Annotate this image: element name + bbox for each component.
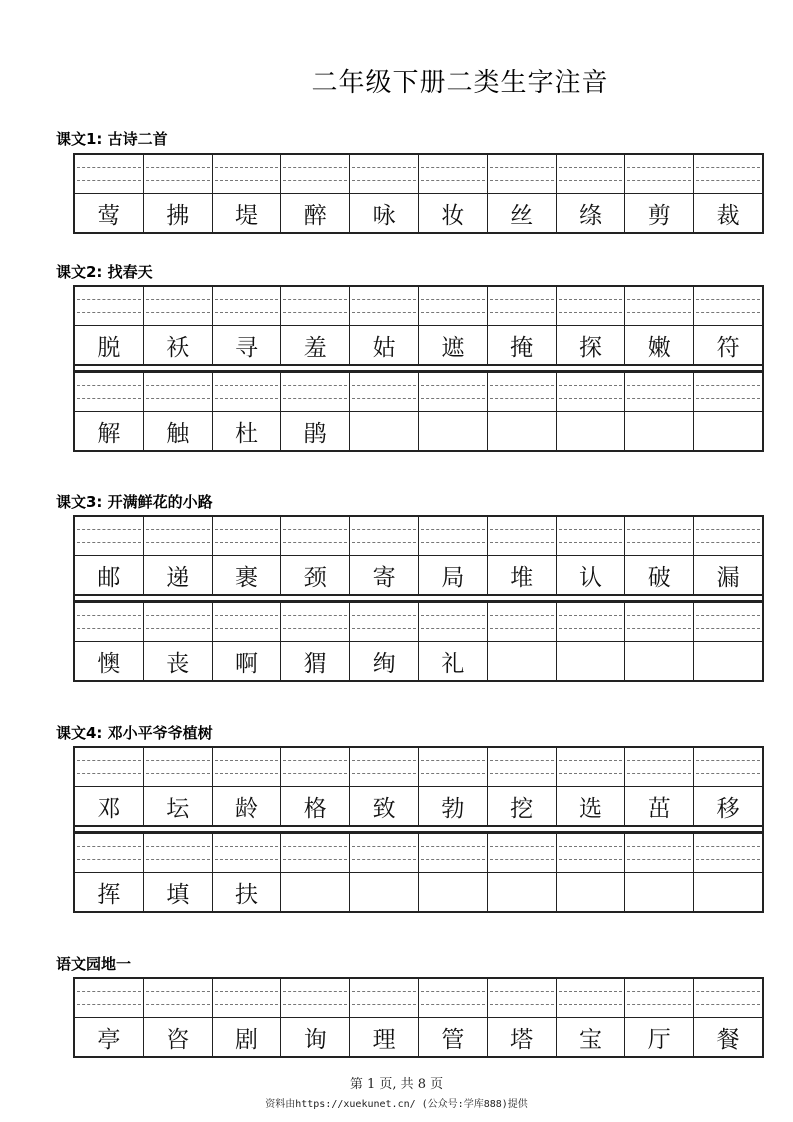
pinyin-writing-cell xyxy=(418,979,487,1017)
pinyin-writing-cell xyxy=(212,373,281,411)
hanzi-cell: 剧 xyxy=(212,1018,281,1056)
hanzi-cell: 勃 xyxy=(418,787,487,825)
hanzi-cell: 茁 xyxy=(624,787,693,825)
pinyin-writing-cell xyxy=(143,287,212,325)
pinyin-writing-cell xyxy=(349,517,418,555)
hanzi-row xyxy=(75,1018,762,1058)
pinyin-writing-cell xyxy=(556,834,625,872)
pinyin-writing-cell xyxy=(624,517,693,555)
pinyin-writing-cell xyxy=(143,603,212,641)
character-grid-3 xyxy=(73,515,764,682)
hanzi-cell: 莺 xyxy=(97,202,121,229)
hanzi-cell: 剪 xyxy=(624,194,693,232)
pinyin-writing-cell xyxy=(143,748,212,786)
hanzi-cell: 挖 xyxy=(487,787,556,825)
hanzi-cell: 裁 xyxy=(693,194,762,232)
pinyin-writing-cell xyxy=(212,517,281,555)
pinyin-writing-cell xyxy=(143,373,212,411)
character-row xyxy=(75,153,762,234)
pinyin-writing-cell xyxy=(693,155,762,193)
hanzi-cell: 遮 xyxy=(418,326,487,364)
hanzi-cell: 寄 xyxy=(349,556,418,594)
page-number: 第 1 页, 共 8 页 xyxy=(349,1077,444,1092)
pinyin-writing-cell xyxy=(212,834,281,872)
hanzi-cell: 亭 xyxy=(97,1026,121,1053)
pinyin-writing-cell xyxy=(212,287,281,325)
hanzi-row xyxy=(75,194,762,234)
pinyin-writing-cell xyxy=(280,603,349,641)
hanzi-cell: 绦 xyxy=(556,194,625,232)
hanzi-cell: 寻 xyxy=(212,326,281,364)
hanzi-cell: 递 xyxy=(143,556,212,594)
hanzi-cell: 漏 xyxy=(693,556,762,594)
pinyin-writing-cell xyxy=(280,834,349,872)
pinyin-row xyxy=(75,515,762,556)
hanzi-cell: 询 xyxy=(280,1018,349,1056)
pinyin-writing-cell xyxy=(418,155,487,193)
pinyin-writing-cell xyxy=(212,979,281,1017)
hanzi-row xyxy=(75,787,762,827)
pinyin-writing-cell xyxy=(349,287,418,325)
hanzi-cell: 触 xyxy=(143,412,212,450)
pinyin-writing-cell xyxy=(487,748,556,786)
hanzi-cell xyxy=(487,873,556,911)
hanzi-cell: 认 xyxy=(556,556,625,594)
hanzi-cell: 龄 xyxy=(212,787,281,825)
pinyin-writing-cell xyxy=(693,834,762,872)
hanzi-cell xyxy=(624,873,693,911)
character-row xyxy=(75,285,762,366)
pinyin-writing-cell xyxy=(143,979,212,1017)
pinyin-writing-cell xyxy=(487,834,556,872)
hanzi-cell: 管 xyxy=(418,1018,487,1056)
pinyin-writing-cell xyxy=(556,287,625,325)
hanzi-cell xyxy=(418,873,487,911)
hanzi-cell: 咏 xyxy=(349,194,418,232)
pinyin-writing-cell xyxy=(556,155,625,193)
pinyin-row xyxy=(75,977,762,1018)
hanzi-cell: 堆 xyxy=(487,556,556,594)
hanzi-cell: 懊 xyxy=(97,650,121,677)
hanzi-cell: 填 xyxy=(143,873,212,911)
hanzi-cell: 礼 xyxy=(418,642,487,680)
character-grid-1 xyxy=(73,153,764,234)
pinyin-writing-cell xyxy=(693,603,762,641)
pinyin-writing-cell xyxy=(487,979,556,1017)
pinyin-writing-cell xyxy=(349,748,418,786)
character-row xyxy=(75,515,762,596)
pinyin-writing-cell xyxy=(693,979,762,1017)
hanzi-cell xyxy=(556,412,625,450)
pinyin-writing-cell xyxy=(693,517,762,555)
pinyin-writing-cell xyxy=(75,373,143,411)
hanzi-cell: 致 xyxy=(349,787,418,825)
character-row xyxy=(75,746,762,827)
pinyin-row xyxy=(75,371,762,412)
pinyin-writing-cell xyxy=(280,287,349,325)
hanzi-cell: 挥 xyxy=(97,881,121,908)
pinyin-writing-cell xyxy=(280,517,349,555)
hanzi-cell xyxy=(349,412,418,450)
hanzi-cell xyxy=(418,412,487,450)
pinyin-writing-cell xyxy=(418,373,487,411)
pinyin-writing-cell xyxy=(143,834,212,872)
hanzi-cell: 格 xyxy=(280,787,349,825)
pinyin-writing-cell xyxy=(556,979,625,1017)
hanzi-row xyxy=(75,873,762,913)
hanzi-cell xyxy=(693,412,762,450)
pinyin-writing-cell xyxy=(624,748,693,786)
pinyin-writing-cell xyxy=(143,155,212,193)
character-grid-2 xyxy=(73,285,764,452)
pinyin-writing-cell xyxy=(349,155,418,193)
pinyin-writing-cell xyxy=(75,287,143,325)
pinyin-row xyxy=(75,285,762,326)
pinyin-writing-cell xyxy=(693,287,762,325)
pinyin-writing-cell xyxy=(280,748,349,786)
pinyin-writing-cell xyxy=(624,287,693,325)
pinyin-writing-cell xyxy=(556,603,625,641)
pinyin-writing-cell xyxy=(418,287,487,325)
hanzi-cell: 局 xyxy=(418,556,487,594)
hanzi-cell: 醉 xyxy=(280,194,349,232)
hanzi-cell: 餐 xyxy=(693,1018,762,1056)
pinyin-writing-cell xyxy=(624,155,693,193)
section-title-3: 课文3: 开满鲜花的小路 xyxy=(56,493,213,511)
pinyin-writing-cell xyxy=(418,517,487,555)
pinyin-writing-cell xyxy=(75,603,143,641)
pinyin-writing-cell xyxy=(75,517,143,555)
hanzi-cell: 鹃 xyxy=(280,412,349,450)
hanzi-cell xyxy=(693,873,762,911)
hanzi-cell xyxy=(624,642,693,680)
pinyin-writing-cell xyxy=(418,748,487,786)
hanzi-cell: 符 xyxy=(693,326,762,364)
hanzi-cell: 邮 xyxy=(97,564,121,591)
hanzi-cell xyxy=(693,642,762,680)
pinyin-row xyxy=(75,601,762,642)
pinyin-writing-cell xyxy=(212,155,281,193)
hanzi-cell: 嫩 xyxy=(624,326,693,364)
pinyin-writing-cell xyxy=(280,373,349,411)
character-row xyxy=(75,832,762,913)
pinyin-writing-cell xyxy=(693,748,762,786)
hanzi-cell: 坛 xyxy=(143,787,212,825)
pinyin-writing-cell xyxy=(487,603,556,641)
hanzi-row xyxy=(75,412,762,452)
pinyin-writing-cell xyxy=(349,373,418,411)
section-title-1: 课文1: 古诗二首 xyxy=(56,130,168,148)
pinyin-writing-cell xyxy=(487,373,556,411)
pinyin-writing-cell xyxy=(556,748,625,786)
hanzi-cell: 袄 xyxy=(143,326,212,364)
pinyin-writing-cell xyxy=(556,517,625,555)
pinyin-writing-cell xyxy=(487,155,556,193)
character-grid-5 xyxy=(73,977,764,1058)
hanzi-cell: 丝 xyxy=(487,194,556,232)
pinyin-row xyxy=(75,153,762,194)
section-title-2: 课文2: 找春天 xyxy=(56,263,153,281)
hanzi-cell: 宝 xyxy=(556,1018,625,1056)
hanzi-cell: 破 xyxy=(624,556,693,594)
hanzi-cell: 丧 xyxy=(143,642,212,680)
pinyin-writing-cell xyxy=(75,834,143,872)
hanzi-cell: 杜 xyxy=(212,412,281,450)
hanzi-cell: 姑 xyxy=(349,326,418,364)
pinyin-writing-cell xyxy=(75,155,143,193)
hanzi-cell: 理 xyxy=(349,1018,418,1056)
pinyin-writing-cell xyxy=(212,603,281,641)
hanzi-cell xyxy=(556,642,625,680)
hanzi-cell xyxy=(556,873,625,911)
character-row xyxy=(75,371,762,452)
hanzi-cell xyxy=(280,873,349,911)
source-note: 资料由https://xuekunet.cn/ (公众号:学库888)提供 xyxy=(265,1099,528,1110)
hanzi-cell xyxy=(349,873,418,911)
character-row xyxy=(75,977,762,1058)
hanzi-cell: 咨 xyxy=(143,1018,212,1056)
pinyin-writing-cell xyxy=(75,979,143,1017)
pinyin-row xyxy=(75,746,762,787)
hanzi-cell xyxy=(624,412,693,450)
pinyin-writing-cell xyxy=(487,517,556,555)
hanzi-cell: 厅 xyxy=(624,1018,693,1056)
pinyin-writing-cell xyxy=(693,373,762,411)
hanzi-row xyxy=(75,642,762,682)
pinyin-writing-cell xyxy=(418,603,487,641)
hanzi-cell: 邓 xyxy=(97,795,121,822)
hanzi-cell xyxy=(487,642,556,680)
hanzi-cell: 选 xyxy=(556,787,625,825)
hanzi-cell: 扶 xyxy=(212,873,281,911)
hanzi-cell: 裹 xyxy=(212,556,281,594)
hanzi-cell: 拂 xyxy=(143,194,212,232)
hanzi-cell: 颈 xyxy=(280,556,349,594)
hanzi-cell xyxy=(487,412,556,450)
pinyin-writing-cell xyxy=(143,517,212,555)
pinyin-writing-cell xyxy=(624,979,693,1017)
pinyin-writing-cell xyxy=(418,834,487,872)
hanzi-cell: 移 xyxy=(693,787,762,825)
pinyin-writing-cell xyxy=(212,748,281,786)
hanzi-cell: 探 xyxy=(556,326,625,364)
pinyin-writing-cell xyxy=(280,155,349,193)
pinyin-writing-cell xyxy=(624,373,693,411)
pinyin-writing-cell xyxy=(624,603,693,641)
hanzi-cell: 妆 xyxy=(418,194,487,232)
character-row xyxy=(75,601,762,682)
pinyin-writing-cell xyxy=(487,287,556,325)
hanzi-cell: 绚 xyxy=(349,642,418,680)
section-title-5: 语文园地一 xyxy=(56,955,132,973)
hanzi-cell: 猬 xyxy=(280,642,349,680)
pinyin-writing-cell xyxy=(75,748,143,786)
pinyin-writing-cell xyxy=(556,373,625,411)
hanzi-cell: 堤 xyxy=(212,194,281,232)
pinyin-writing-cell xyxy=(349,834,418,872)
pinyin-writing-cell xyxy=(280,979,349,1017)
pinyin-writing-cell xyxy=(349,603,418,641)
pinyin-row xyxy=(75,832,762,873)
hanzi-cell: 啊 xyxy=(212,642,281,680)
character-grid-4 xyxy=(73,746,764,913)
hanzi-cell: 脱 xyxy=(97,334,121,361)
hanzi-cell: 塔 xyxy=(487,1018,556,1056)
hanzi-cell: 解 xyxy=(97,420,121,447)
pinyin-writing-cell xyxy=(624,834,693,872)
page-title: 二年级下册二类生字注音 xyxy=(311,68,609,98)
hanzi-row xyxy=(75,556,762,596)
section-title-4: 课文4: 邓小平爷爷植树 xyxy=(56,724,213,742)
hanzi-row xyxy=(75,326,762,366)
hanzi-cell: 掩 xyxy=(487,326,556,364)
hanzi-cell: 羞 xyxy=(280,326,349,364)
pinyin-writing-cell xyxy=(349,979,418,1017)
